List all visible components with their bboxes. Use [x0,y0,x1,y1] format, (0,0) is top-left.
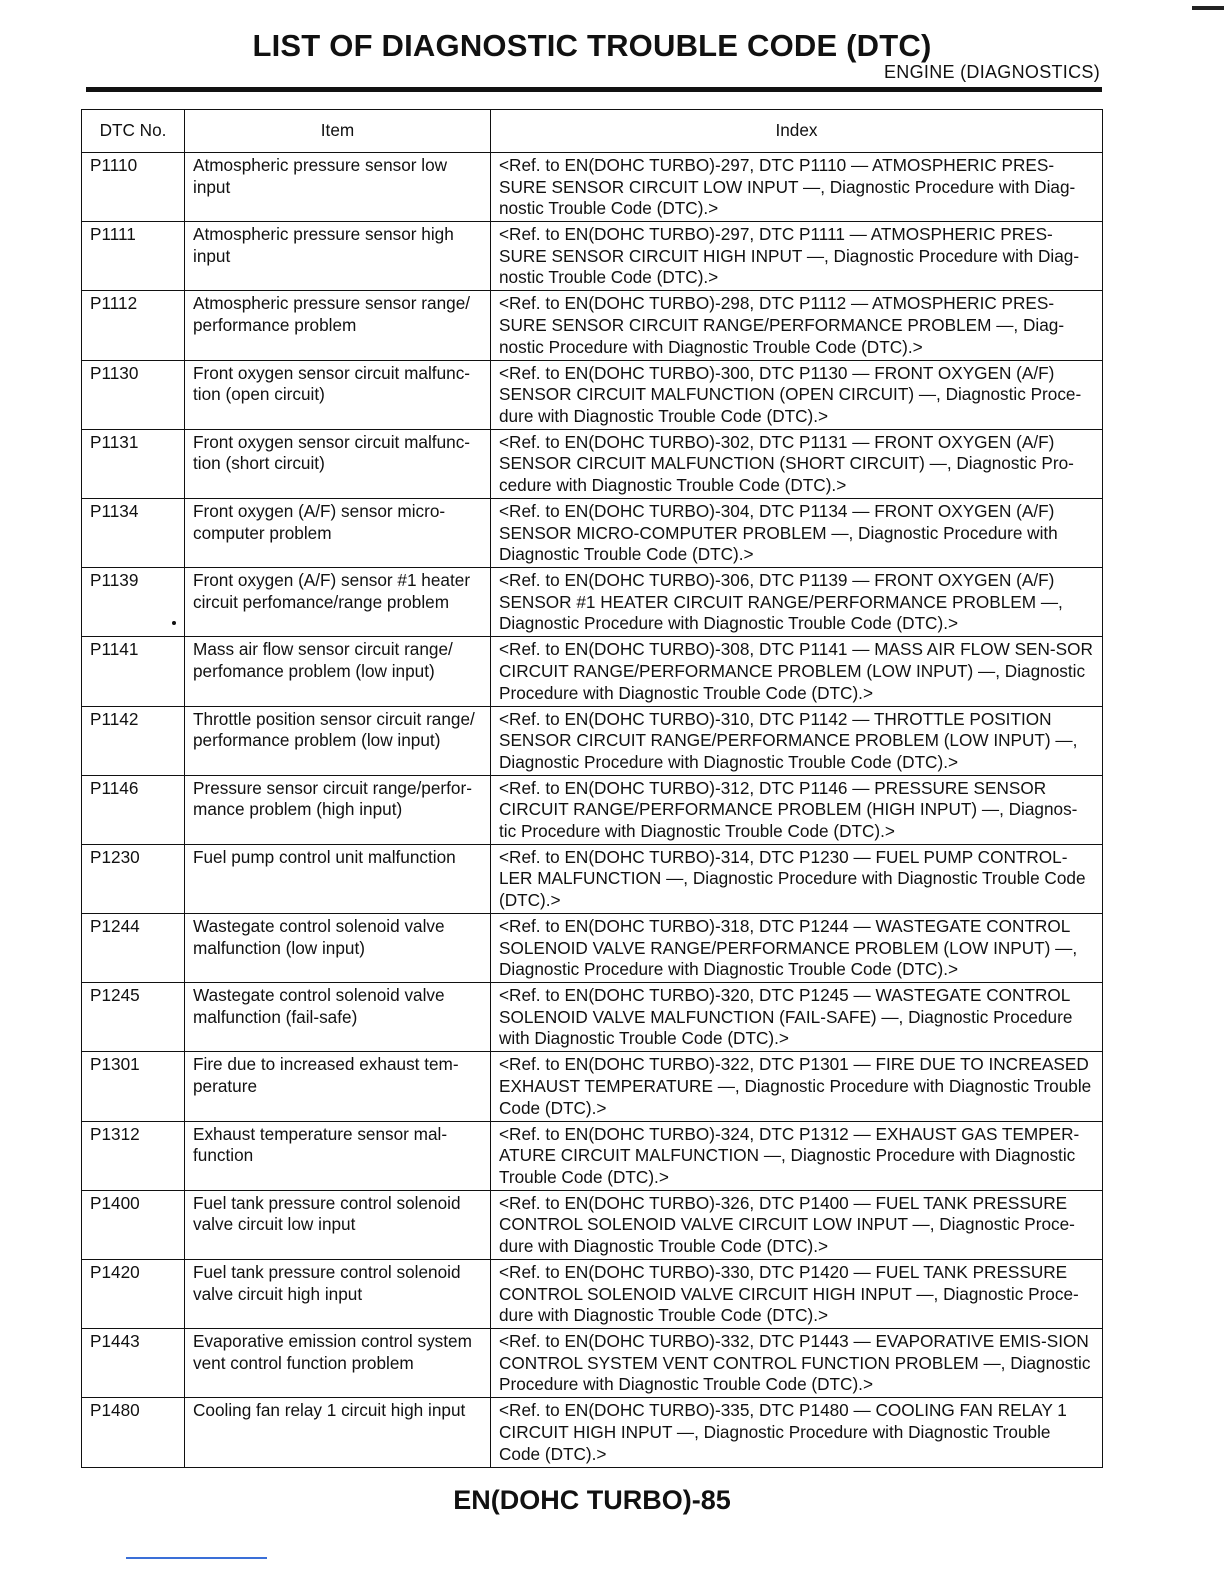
table-row [82,844,1103,913]
dtc-code-cell: P1244 [82,914,185,983]
table-row [82,1190,1103,1259]
dtc-item-cell: Fuel pump control unit malfunction [185,844,491,913]
dtc-code-cell: P1141 [82,637,185,706]
dtc-index-cell: <Ref. to EN(DOHC TURBO)-304, DTC P1134 — FRONT OXYGEN (A/F) SENSOR MICRO-COMPUTER PROBLEM —, Diagnostic Procedure with Diagnostic Trouble Code (DTC).> [491,498,1103,567]
page-title: LIST OF DIAGNOSTIC TROUBLE CODE (DTC) [252,28,932,63]
table-row [82,498,1103,567]
dtc-index-cell: <Ref. to EN(DOHC TURBO)-312, DTC P1146 — PRESSURE SENSOR CIRCUIT RANGE/PERFORMANCE PROBLEM (HIGH INPUT) —, Diagnos-tic Procedure with Diagnostic Trouble Code (DTC).> [491,775,1103,844]
table-row [82,775,1103,844]
table-row [82,429,1103,498]
dtc-index-cell: <Ref. to EN(DOHC TURBO)-298, DTC P1112 — ATMOSPHERIC PRES-SURE SENSOR CIRCUIT RANGE/PERFORMANCE PROBLEM —, Diag-nostic Procedure with Diagnostic Trouble Code (DTC).> [491,291,1103,360]
table-row [82,1260,1103,1329]
dtc-index-cell: <Ref. to EN(DOHC TURBO)-324, DTC P1312 — EXHAUST GAS TEMPER-ATURE CIRCUIT MALFUNCTION —, Diagnostic Procedure with Diagnostic Trouble Code (DTC).> [491,1121,1103,1190]
dtc-code-cell: P1245 [82,983,185,1052]
blue-underline [126,1557,267,1559]
dtc-code-cell: P1146 [82,775,185,844]
dtc-item-cell: Atmospheric pressure sensor range/ performance problem [185,291,491,360]
dtc-item-cell: Mass air flow sensor circuit range/ perfomance problem (low input) [185,637,491,706]
column-header-dtc-no: DTC No. [82,110,185,153]
dtc-index-cell: <Ref. to EN(DOHC TURBO)-297, DTC P1110 — ATMOSPHERIC PRES-SURE SENSOR CIRCUIT LOW INPUT —, Diagnostic Procedure with Diag-nostic Trouble Code (DTC).> [491,153,1103,222]
dtc-table [81,109,1103,1468]
dtc-item-cell: Front oxygen (A/F) sensor #1 heater circuit perfomance/range problem [185,568,491,637]
dtc-index-cell: <Ref. to EN(DOHC TURBO)-318, DTC P1244 — WASTEGATE CONTROL SOLENOID VALVE RANGE/PERFORMANCE PROBLEM (LOW INPUT) —, Diagnostic Procedure with Diagnostic Trouble Code (DTC).> [491,914,1103,983]
dtc-code-cell: P1480 [82,1398,185,1467]
dtc-code-cell: P1110 [82,153,185,222]
section-subtitle: ENGINE (DIAGNOSTICS) [883,62,1100,82]
table-row [82,153,1103,222]
dtc-item-cell: Wastegate control solenoid valve malfunction (fail-safe) [185,983,491,1052]
dtc-code-cell: P1312 [82,1121,185,1190]
dtc-index-cell: <Ref. to EN(DOHC TURBO)-300, DTC P1130 — FRONT OXYGEN (A/F) SENSOR CIRCUIT MALFUNCTION (OPEN CIRCUIT) —, Diagnostic Proce-dure with Diagnostic Trouble Code (DTC).> [491,360,1103,429]
dtc-item-cell: Cooling fan relay 1 circuit high input [185,1398,491,1467]
table-header-row [82,110,1103,153]
dtc-code-cell: P1420 [82,1260,185,1329]
dtc-item-cell: Wastegate control solenoid valve malfunction (low input) [185,914,491,983]
dtc-item-cell: Throttle position sensor circuit range/ performance problem (low input) [185,706,491,775]
dtc-index-cell: <Ref. to EN(DOHC TURBO)-322, DTC P1301 — FIRE DUE TO INCREASED EXHAUST TEMPERATURE —, Diagnostic Procedure with Diagnostic Trouble Code (DTC).> [491,1052,1103,1121]
table-row [82,360,1103,429]
dtc-item-cell: Exhaust temperature sensor mal-function [185,1121,491,1190]
table-row [82,1398,1103,1467]
table-row [82,291,1103,360]
dtc-code-cell: P1111 [82,222,185,291]
table-row [82,568,1103,637]
dtc-item-cell: Fire due to increased exhaust tem-perature [185,1052,491,1121]
table-row [82,1329,1103,1398]
dtc-item-cell: Evaporative emission control system vent control function problem [185,1329,491,1398]
column-header-item: Item [185,110,491,153]
table-row [82,1121,1103,1190]
dtc-index-cell: <Ref. to EN(DOHC TURBO)-310, DTC P1142 — THROTTLE POSITION SENSOR CIRCUIT RANGE/PERFORMANCE PROBLEM (LOW INPUT) —, Diagnostic Procedure with Diagnostic Trouble Code (DTC).> [491,706,1103,775]
column-header-index: Index [491,110,1103,153]
dtc-index-cell: <Ref. to EN(DOHC TURBO)-297, DTC P1111 — ATMOSPHERIC PRES-SURE SENSOR CIRCUIT HIGH INPUT —, Diagnostic Procedure with Diag-nostic Trouble Code (DTC).> [491,222,1103,291]
dtc-index-cell: <Ref. to EN(DOHC TURBO)-314, DTC P1230 — FUEL PUMP CONTROL-LER MALFUNCTION —, Diagnostic Procedure with Diagnostic Trouble Code (DTC).> [491,844,1103,913]
dtc-index-cell: <Ref. to EN(DOHC TURBO)-332, DTC P1443 — EVAPORATIVE EMIS-SION CONTROL SYSTEM VENT CONTROL FUNCTION PROBLEM —, Diagnostic Procedure with Diagnostic Trouble Code (DTC).> [491,1329,1103,1398]
dtc-index-cell: <Ref. to EN(DOHC TURBO)-326, DTC P1400 — FUEL TANK PRESSURE CONTROL SOLENOID VALVE CIRCUIT LOW INPUT —, Diagnostic Proce-dure with Diagnostic Trouble Code (DTC).> [491,1190,1103,1259]
dtc-code-cell: P1230 [82,844,185,913]
dtc-code-cell: P1112 [82,291,185,360]
dtc-index-cell: <Ref. to EN(DOHC TURBO)-335, DTC P1480 — COOLING FAN RELAY 1 CIRCUIT HIGH INPUT —, Diagnostic Procedure with Diagnostic Trouble Code (DTC).> [491,1398,1103,1467]
dtc-code-cell: P1131 [82,429,185,498]
table-row [82,1052,1103,1121]
dtc-item-cell: Front oxygen sensor circuit malfunc-tion (short circuit) [185,429,491,498]
dtc-item-cell: Fuel tank pressure control solenoid valve circuit high input [185,1260,491,1329]
dtc-code-cell: P1400 [82,1190,185,1259]
dtc-code-cell: P1142 [82,706,185,775]
corner-mark [1192,6,1224,10]
table-row [82,222,1103,291]
table-body [82,153,1103,1468]
table-row [82,637,1103,706]
dtc-item-cell: Front oxygen sensor circuit malfunc-tion (open circuit) [185,360,491,429]
dtc-item-cell: Fuel tank pressure control solenoid valve circuit low input [185,1190,491,1259]
dtc-index-cell: <Ref. to EN(DOHC TURBO)-320, DTC P1245 — WASTEGATE CONTROL SOLENOID VALVE MALFUNCTION (FAIL-SAFE) —, Diagnostic Procedure with Diagnostic Trouble Code (DTC).> [491,983,1103,1052]
dtc-code-cell: P1130 [82,360,185,429]
dtc-item-cell: Pressure sensor circuit range/perfor-mance problem (high input) [185,775,491,844]
table-row [82,706,1103,775]
header-rule [86,87,1102,92]
dtc-index-cell: <Ref. to EN(DOHC TURBO)-302, DTC P1131 — FRONT OXYGEN (A/F) SENSOR CIRCUIT MALFUNCTION (SHORT CIRCUIT) —, Diagnostic Pro-cedure with Diagnostic Trouble Code (DTC).> [491,429,1103,498]
dtc-index-cell: <Ref. to EN(DOHC TURBO)-330, DTC P1420 — FUEL TANK PRESSURE CONTROL SOLENOID VALVE CIRCUIT HIGH INPUT —, Diagnostic Proce-dure with Diagnostic Trouble Code (DTC).> [491,1260,1103,1329]
dtc-code-cell: P1443 [82,1329,185,1398]
dtc-item-cell: Atmospheric pressure sensor high input [185,222,491,291]
dtc-index-cell: <Ref. to EN(DOHC TURBO)-306, DTC P1139 — FRONT OXYGEN (A/F) SENSOR #1 HEATER CIRCUIT RANGE/PERFORMANCE PROBLEM —, Diagnostic Procedure with Diagnostic Trouble Code (DTC).> [491,568,1103,637]
table-row [82,983,1103,1052]
scan-speck [172,621,176,625]
dtc-code-cell: P1301 [82,1052,185,1121]
dtc-code-cell: P1139 [82,568,185,637]
page-number: EN(DOHC TURBO)-85 [453,1485,731,1515]
table-row [82,914,1103,983]
dtc-index-cell: <Ref. to EN(DOHC TURBO)-308, DTC P1141 — MASS AIR FLOW SEN-SOR CIRCUIT RANGE/PERFORMANCE PROBLEM (LOW INPUT) —, Diagnostic Procedure with Diagnostic Trouble Code (DTC).> [491,637,1103,706]
dtc-item-cell: Front oxygen (A/F) sensor micro-computer problem [185,498,491,567]
dtc-item-cell: Atmospheric pressure sensor low input [185,153,491,222]
dtc-code-cell: P1134 [82,498,185,567]
